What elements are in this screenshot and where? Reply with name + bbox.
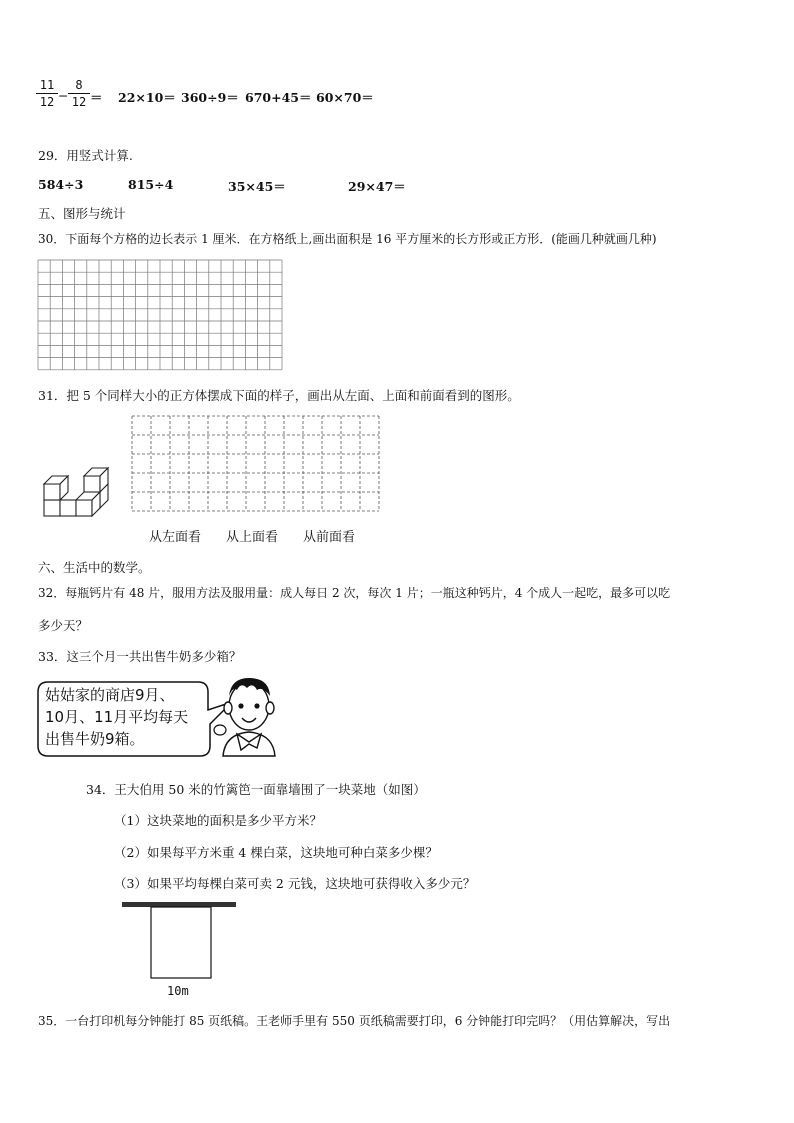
section-6-title: 六、生活中的数学。 [38, 560, 151, 575]
question-33-text: 33．这三个月一共出售牛奶多少箱？ [38, 649, 242, 664]
calc-item: 360÷9＝ [181, 90, 239, 105]
plot-width-label: 10m [167, 984, 189, 998]
bubble-line: 10月、11月平均每天 [45, 708, 189, 726]
view-label-left: 从左面看 [149, 530, 202, 545]
bubble-line: 出售牛奶9箱。 [45, 730, 145, 748]
calc-item: 22×10＝ [118, 90, 176, 105]
minus-sign: − [58, 88, 69, 103]
question-30-text: 30．下面每个方格的边长表示 1 厘米．在方格纸上,画出面积是 16 平方厘米的长方形或正方形．(能画几种就画几种) [38, 232, 657, 246]
calc-item: 60×70＝ [316, 90, 374, 105]
bubble-line: 姑姑家的商店9月、 [45, 686, 175, 704]
dashed-grid-paper [132, 416, 380, 512]
question-34-sub-1: （1）这块菜地的面积是多少平方米？ [114, 813, 322, 828]
question-34-text: 34．王大伯用 50 米的竹篱笆一面靠墙围了一块菜地（如图） [86, 782, 426, 797]
fraction-numerator: 11 [39, 78, 55, 92]
calc-item: 35×45＝ [228, 179, 286, 194]
question-35-text: 35．一台打印机每分钟能打 85 页纸稿。王老师手里有 550 页纸稿需要打印，6 分钟能打印完吗？（用估算解决，写出 [38, 1014, 671, 1028]
fraction-denominator: 12 [71, 95, 87, 109]
cube-stack-figure [40, 462, 116, 518]
fraction-denominator: 12 [39, 95, 55, 109]
fraction-11-12 [36, 78, 58, 109]
fraction-8-12 [68, 78, 90, 109]
calc-item: 584÷3 [38, 177, 84, 192]
calc-item: 29×47＝ [348, 179, 406, 194]
calc-item: 815÷4 [128, 177, 174, 192]
boy-cartoon [213, 672, 285, 756]
question-32-line1: 32．每瓶钙片有 48 片，服用方法及服用量：成人每日 2 次，每次 1 片；一瓶这种钙片，4 个成人一起吃，最多可以吃 [38, 586, 671, 600]
question-31-text: 31．把 5 个同样大小的正方体摆成下面的样子，画出从左面、上面和前面看到的图形。 [38, 388, 520, 403]
square-grid-paper [38, 260, 286, 370]
question-34-sub-3: （3）如果平均每棵白菜可卖 2 元钱，这块地可获得收入多少元？ [114, 876, 476, 891]
question-32-line2: 多少天？ [38, 618, 89, 633]
fraction-numerator: 8 [75, 78, 83, 92]
fraction-equals: ＝ [90, 90, 103, 105]
calc-item: 670+45＝ [245, 90, 312, 105]
question-29-title: 29．用竖式计算. [38, 148, 133, 163]
question-34-sub-2: （2）如果每平方米重 4 棵白菜，这块地可种白菜多少棵？ [114, 845, 438, 860]
section-5-title: 五、图形与统计 [38, 206, 126, 221]
view-label-top: 从上面看 [226, 530, 279, 545]
vegetable-plot-figure [120, 900, 240, 982]
view-label-front: 从前面看 [303, 530, 356, 545]
